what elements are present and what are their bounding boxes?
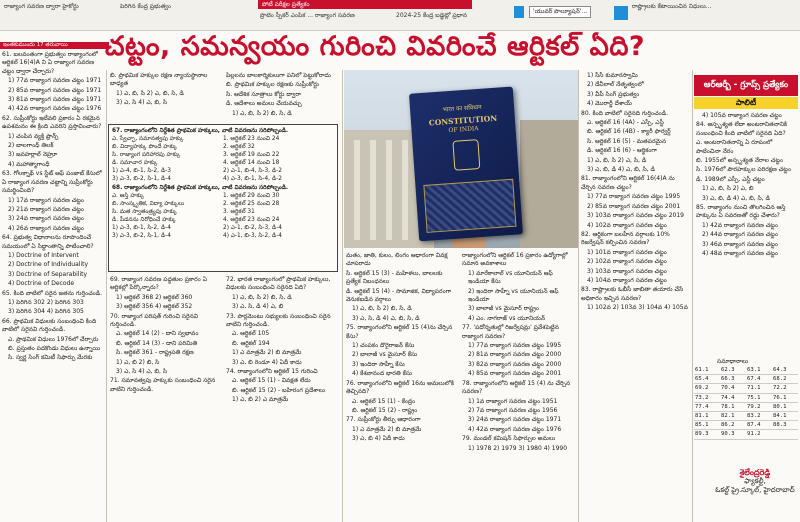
option-line: డి. ఆర్టికల్ 16 (6) - ఆర్థికంగా xyxy=(587,147,657,155)
option-line: 2) బాలగాంధ్ తిలక్ xyxy=(8,142,54,150)
text-line: సి. ఆదేశిక సూత్రాలు కోర్టు ద్వారా xyxy=(226,90,301,98)
option-line: 2) 85వ రాజ్యాంగ సవరణ చట్టం 1971 xyxy=(8,86,102,94)
option-line: 4) ఎం. నాగరాజ్ vs యూనియన్ xyxy=(468,314,546,322)
question-line: 64. ప్రభుత్వ విధానాలను రూపొందించే సమయంలో ఏ సిద్ధాంతాన్ని పాటించాలి? xyxy=(2,234,94,250)
author-role: ఫ్యాకల్టీ, xyxy=(744,477,766,485)
option-line: 2) 44వ రాజ్యాంగ సవరణ చట్టం xyxy=(702,231,778,239)
top-fragment: రాష్ట్రాలకు కేటాయించిన నిధులు... xyxy=(632,3,712,10)
option-line: 1) 77వ రాజ్యాంగ సవరణ చట్టం 1995 xyxy=(587,193,681,201)
option-line: 4) 104వ రాజ్యాంగ సవరణ చట్టం xyxy=(587,276,667,284)
option-line: 1) మారేకాలాల్ vs యూనియన్ ఆఫ్ ఇండియా కేసు xyxy=(468,269,553,286)
question-line: 67. రాజ్యాంగంలోని నిర్దేశిత ప్రాథమిక హక్కులు, వాటి వివరణను సరిపోల్చండి. xyxy=(112,128,289,134)
option-line: 2) ఎ-1, బి-2, సి-3, డి-4 xyxy=(223,225,282,231)
match-list-b xyxy=(223,192,334,224)
answer-key-cell: 89.3 xyxy=(694,430,720,439)
answer-key-cell: 61.1 xyxy=(694,366,720,375)
option-line: 4) ఎ-3, బి-1, సి-4, డి-2 xyxy=(223,176,282,182)
option-line: 3) ఎ, సి 4) ఎ, బి, సి xyxy=(116,368,168,376)
question-line: 69. రాజ్యాంగ సవరణ పద్ధతుల ప్రకారం ఏ ఆర్టికల్లో పేర్కొన్నారు? xyxy=(110,276,207,292)
option-line: ఎ. ప్రాథమిక విధులు 1976లో చేర్చారు xyxy=(8,335,99,343)
match-item: ఎ. ఆస్తి హక్కు xyxy=(112,193,145,199)
option-line: 1) ఎ, బి, సి 2) బి, సి, డి xyxy=(232,109,292,117)
option-line: 2) దేవీలాల్ నేతృత్వంలో xyxy=(587,81,644,89)
top-fragment: పెరిగిన కేంద్ర ప్రభుత్వం xyxy=(120,3,171,10)
match-item: 1. ఆర్టికల్ 29 నుంచి 30 xyxy=(223,193,280,199)
option-line: 1) ఎ, బి 2) బి, సి xyxy=(116,358,160,366)
column-2-bottom xyxy=(110,276,222,521)
text-line: బి. ప్రాథమిక హక్కుల రక్షణకు సుప్రీంకోర్టు xyxy=(226,81,319,89)
answer-key-row xyxy=(694,411,798,420)
answer-key-cell: 64.3 xyxy=(772,366,798,375)
constitution-book-illustration: भारत का संविधान CONSTITUTION OF INDIA xyxy=(409,87,523,242)
author-org: ఓకల్ట్ ప్రై.స్కూల్, హైదరాబాద్ xyxy=(715,486,795,494)
column-divider xyxy=(106,70,107,522)
option-line: 1) 17వ రాజ్యాంగ సవరణ చట్టం xyxy=(8,196,84,204)
top-fragment: ప్రొటెం స్పీకర్ ఎంపిక ... రాజ్యాంగ సవరణ xyxy=(260,12,355,19)
question-line: 70. రాజ్యాంగ పరిషత్ గురించి సరైనవి గుర్తించండి. xyxy=(110,312,199,329)
option-line: 1) ఎ-4, బి-1, సి-2, డి-3 xyxy=(112,168,171,174)
question-line: 62. సుప్రీంకోర్టు ఇటీవలి ప్రకారం ఏ రకమైన ఉపశమనం ఈ క్రింది ఎవరిని ప్రస్తావించారు? xyxy=(2,114,102,131)
question-line: 83. రాష్ట్రాలకు ఓబీసీ జాబితా తయారు చేసే అధికారం ఇచ్చిన సవరణ? xyxy=(581,286,684,302)
answer-key-cell: 69.2 xyxy=(694,384,720,393)
option-line: 2) 102వ రాజ్యాంగ సవరణ చట్టం xyxy=(587,258,667,266)
option-line: బి. ఆర్టికల్ 16 (4B) - క్యారీ ఫార్వర్డ్ xyxy=(587,128,671,136)
column-7 xyxy=(696,112,798,354)
column-2-top xyxy=(110,72,222,122)
match-item: 4. ఆర్టికల్ 23 నుంచి 24 xyxy=(223,217,280,223)
option-line: సి. స్వర్ణ సింగ్ కమిటీ సిఫార్సు మేరకు xyxy=(8,354,93,362)
text-line: పిల్లలను బాలకార్మికులుగా పనిలో పెట్టుకోరాదు xyxy=(226,72,331,79)
option-line: సి. ఆర్టికల్ 361 - రాష్ట్రపతి రక్షణ xyxy=(116,349,194,357)
option-line: 3) 81వ రాజ్యాంగ సవరణ చట్టం 1971 xyxy=(8,96,102,104)
text-line: సి. ఆర్టికల్ 15 (3) - మహిళలు, బాలలకు ప్రత్యేక నిబంధనలు xyxy=(346,269,443,286)
answer-key-cell: 68.2 xyxy=(772,375,798,384)
answer-key-cell: 86.2 xyxy=(720,421,746,430)
answer-key-cell: 75.1 xyxy=(746,393,772,402)
answer-key-cell: 87.4 xyxy=(746,421,772,430)
match-item: 3. ఆర్టికల్ 31 xyxy=(223,209,255,215)
bullet-icon xyxy=(514,6,524,18)
answer-key-row xyxy=(694,375,798,384)
matching-question-box xyxy=(108,124,338,272)
question-line: 71. సమానత్వపు హక్కుకు సంబంధించి సరైన వాటిని గుర్తించండి. xyxy=(110,377,216,393)
option-line: 1) ఎ, బి, సి 2) బి, సి, డి xyxy=(232,293,292,301)
option-line: 1) ఎ, బి, సి 2) ఎ, సి, డి xyxy=(587,156,647,164)
option-line: 4) 26వ రాజ్యాంగ సవరణ చట్టం xyxy=(8,224,84,232)
option-line: 1) 77వ రాజ్యాంగ సవరణ చట్టం 1971 xyxy=(8,77,102,85)
column-divider xyxy=(692,70,693,522)
option-line: 3) ఆర్టికల్ 356 4) ఆర్టికల్ 352 xyxy=(116,303,193,311)
match-item: ఎ. స్వేచ్ఛా, సమానత్వపు హక్కు xyxy=(112,136,184,142)
section-ribbon: పోటీ పరీక్షల ప్రత్యేకం xyxy=(258,0,472,9)
option-line: 1) 1వ రాజ్యాంగ సవరణ చట్టం 1951 xyxy=(468,397,558,405)
option-line: 4) 42వ రాజ్యాంగ సవరణ చట్టం 1976 xyxy=(8,105,102,113)
answer-key-cell: 71.1 xyxy=(746,384,772,393)
answer-key-cell: 80.1 xyxy=(772,402,798,411)
option-line: 3) ఎ, బి, డి 4) ఎ, బి, సి, డి xyxy=(587,166,655,174)
answer-key-cell: 81.1 xyxy=(694,411,720,420)
text-line: డి. ఆర్టికల్ 15 (4) - సామాజిక, విద్యాపరంగా వెనుకబడిన వర్గాలు xyxy=(346,287,452,304)
answer-key-cell: 82.1 xyxy=(720,411,746,420)
option-line: 2) ఎ-1, బి-4, సి-3, డి-2 xyxy=(223,168,282,174)
answer-key-cell: 77.4 xyxy=(694,402,720,411)
question-line: 72. భారత రాజ్యాంగంలో ప్రాథమిక హక్కులు, విధులకు సంబంధించి సరైనది ఏది? xyxy=(226,276,331,292)
answer-key-cell: 66.3 xyxy=(720,375,746,384)
option-line: 4) ఎ-1, బి-3, సి-2, డి-4 xyxy=(223,233,282,239)
question-line: 63. గోలక్నాథ్ vs స్టేట్ ఆఫ్ పంజాబ్ కేసులో ఏ రాజ్యాంగ సవరణ చట్టాన్ని సుప్రీంకోర్టు సమర్థించింది? xyxy=(2,170,102,195)
option-line: 4) 42వ రాజ్యాంగ సవరణ చట్టం 1976 xyxy=(468,425,562,433)
answer-key-cell: 79.2 xyxy=(746,402,772,411)
answer-key-cell: 88.3 xyxy=(772,421,798,430)
option-line: 2) 7వ రాజ్యాంగ సవరణ చట్టం 1956 xyxy=(468,406,558,414)
question-line: 75. రాజ్యాంగంలోని ఆర్టికల్ 15 (4)ను చేర్చిన కేసు? xyxy=(346,324,453,340)
question-line: 82. ఆర్థికంగా బలహీన వర్గాలకు 10% రిజర్వేషన్ కల్పించిన సవరణ? xyxy=(581,230,670,247)
option-line: 1) 42వ రాజ్యాంగ సవరణ చట్టం xyxy=(702,221,778,229)
answer-options xyxy=(112,167,334,183)
option-line: 4) Doctrine of Decode xyxy=(8,280,75,288)
option-line: 3) 24వ రాజ్యాంగ సవరణ చట్టం 1971 xyxy=(468,416,562,424)
option-line: బి. ఆర్టికల్ 194 xyxy=(232,339,270,347)
answer-key-cell: 63.1 xyxy=(746,366,772,375)
option-line: బి. ఆర్టికల్ 15 (2) - రాష్ట్రం xyxy=(352,406,418,414)
column-divider xyxy=(342,70,343,522)
answer-key-row xyxy=(694,421,798,430)
top-fragment: 2024-25 కేంద్ర బడ్జెట్లో ప్రధాన xyxy=(396,12,467,19)
author-credit xyxy=(712,468,798,495)
answer-key-table xyxy=(694,366,798,440)
question-line: 79. మండల్ కమిషన్ సిఫార్సుల అమలు xyxy=(462,435,556,443)
match-item: సి. మత స్వాతంత్ర్యపు హక్కు xyxy=(112,209,178,215)
option-line: ఎ. ఆర్టికల్ 105 xyxy=(232,330,270,338)
answer-key-cell xyxy=(772,430,798,439)
text-line: రాజ్యాంగంలోని ఆర్టికల్ 16 ప్రకారం ఉద్యోగాల్లో సమాన అవకాశాలు xyxy=(462,252,568,268)
option-line: ఎ. ఆర్టికల్ 14 (2) - దాని స్వభావం xyxy=(116,330,199,338)
answer-key-row xyxy=(694,430,798,439)
answer-key-cell: 67.4 xyxy=(746,375,772,384)
answer-key-cell: 84.1 xyxy=(772,411,798,420)
option-line: 1) ఎ-3, బి-1, సి-2, డి-4 xyxy=(112,225,171,231)
match-list-a xyxy=(112,192,223,224)
option-line: బి. ఆర్టికల్ 14 (3) - దాని పరిమితి xyxy=(116,339,198,347)
match-item: 1. ఆర్టికల్ 23 నుంచి 24 xyxy=(223,136,280,142)
answer-key-cell: 73.2 xyxy=(694,393,720,402)
subject-label: పాలిటీ xyxy=(694,97,798,109)
question-line: 78. రాజ్యాంగంలోని ఆర్టికల్ 15 (4) ను చేర్చిన సవరణ? xyxy=(462,379,571,396)
question-line: 65. కింది వాటిలో సరైన జతను గుర్తించండి. xyxy=(2,289,103,297)
option-line: 1) చంపిన వ్యక్తి ఫ్రాన్స్ xyxy=(8,132,59,140)
option-line: 3) ఎ, సి 4) ఎ, బి, సి xyxy=(116,99,168,107)
option-line: సి. ఆర్టికల్ 16 (5) - మతపరమైన xyxy=(587,137,667,145)
top-strip xyxy=(0,0,800,31)
option-line: 1) పెరిగిన 302 2) పెరిగిన 303 xyxy=(8,298,84,306)
option-line: 1) ఎ మాత్రమే 2) బి మాత్రమే xyxy=(352,425,422,433)
option-line: 1) సీసీ కుమారస్వామి xyxy=(587,72,638,79)
answer-key-cell: 91.2 xyxy=(746,430,772,439)
answer-key-cell: 85.1 xyxy=(694,421,720,430)
option-line: 1) 102వ 2) 103వ 3) 104వ 4) 105వ xyxy=(587,304,688,312)
option-line: 3) జవహర్లాల్ నెహ్రూ xyxy=(8,151,58,159)
option-line: ఎ. ఆర్టికల్ 16 (4A) - ఎస్సీ, ఎస్టీ xyxy=(587,119,664,127)
match-item: బి. సాంస్కృతిక, విద్యా హక్కులు xyxy=(112,201,185,207)
option-line: 1) ఎ, బి, సి 2) బి, సి, డి xyxy=(352,305,412,313)
answer-key-row xyxy=(694,393,798,402)
option-line: 1) 1978 2) 1979 3) 1980 4) 1990 xyxy=(468,444,568,452)
question-line: 85. రాజ్యాంగం నుంచి తొలగించిన ఆస్తి హక్కును ఏ సవరణతో రద్దు చేశారు? xyxy=(696,204,786,220)
option-line: 1) ఎ, బి, సి 2) ఎ, బి, సి, డి xyxy=(116,89,184,97)
option-line: 3) వీపీ సింగ్ ప్రభుత్వం xyxy=(587,90,640,98)
option-line: 3) ఎ-3, బి-2, సి-1, డి-4 xyxy=(112,233,171,239)
question-line: 76. రాజ్యాంగంలోని ఆర్టికల్ 16ను అమలులోకి తెచ్చినది? xyxy=(346,379,454,396)
option-line: 2) 85వ రాజ్యాంగ సవరణ చట్టం 2001 xyxy=(587,202,681,210)
question-line: 80. కింది వాటిలో సరైనది గుర్తించండి. xyxy=(581,109,669,117)
match-list-a xyxy=(112,135,223,167)
question-line: 68. రాజ్యాంగంలోని నిర్దేశిత ప్రాథమిక హక్కులు, వాటి వివరణను సరిపోల్చండి. xyxy=(112,185,289,191)
match-item: 2. ఆర్టికల్ 32 xyxy=(223,144,255,150)
column-3-bottom xyxy=(226,276,340,521)
column-4 xyxy=(346,252,458,522)
question-line: 66. ప్రాథమిక విధులకు సంబంధించి కింది వాటిలో సరైనవి గుర్తించండి. xyxy=(2,317,97,334)
option-line: 3) 46వ రాజ్యాంగ సవరణ చట్టం xyxy=(702,240,778,248)
match-item: డి. సమాచార హక్కు xyxy=(112,160,158,166)
option-line: 4) కేశవానంద భారతి కేసు xyxy=(352,370,413,378)
option-line: 1) ఎ, బి 2) ఎ మాత్రమే xyxy=(232,396,289,404)
answer-key-cell: 72.2 xyxy=(772,384,798,393)
option-line: 1) ఎ, బి, సి 2) ఎ, బి xyxy=(702,185,754,193)
building-illustration xyxy=(520,120,578,248)
text-line: ఎ. అంటరానితనాన్ని ఏ రూపంలో పాటించినా నేరం xyxy=(696,139,773,155)
match-item: 3. ఆర్టికల్ 19 నుంచి 22 xyxy=(223,152,280,158)
option-line: 3) ఎ, సి, డి 4) ఎ, బి, సి, డి xyxy=(352,314,420,322)
option-line: 2) Doctrine of Individuality xyxy=(8,261,89,269)
page-headline: చట్టం, సమన్వయం గురించి వివరించే ఆర్టికల్ ఏది? xyxy=(104,31,646,62)
option-line: 4) మహాత్మాగాంధీ xyxy=(8,160,50,168)
column-5 xyxy=(462,252,574,522)
text-line: డి. ఆదేశాలు అమలు చేయవచ్చు xyxy=(226,100,302,108)
match-item: 2. ఆర్టికల్ 25 నుంచి 28 xyxy=(223,201,280,207)
answer-key-cell: 65.4 xyxy=(694,375,720,384)
answer-key-cell: 90.3 xyxy=(720,430,746,439)
answer-key-row xyxy=(694,366,798,375)
top-fragment: రాజ్యాంగ సవరణ ద్వారా హైకోర్టు xyxy=(4,3,79,10)
option-line: 3) 103వ రాజ్యాంగ సవరణ చట్టం xyxy=(587,267,667,275)
option-line: 1) ఎ మాత్రమే 2) బి మాత్రమే xyxy=(232,349,302,357)
option-line: 4) మొరార్జీ దేశాయ్ xyxy=(587,100,632,108)
option-line: 4) 85వ రాజ్యాంగ సవరణ చట్టం 2001 xyxy=(468,370,562,378)
author-name: శైలేంద్రరెడ్డి xyxy=(739,468,771,477)
constitution-photo xyxy=(344,70,578,248)
option-line: 3) Doctrine of Separability xyxy=(8,270,88,278)
option-line: ఎ. ఆర్టికల్ 15 (1) - వివక్షత లేదు xyxy=(232,377,311,385)
section-header: ఆర్ఆర్బీ - గ్రూప్స్ ప్రత్యేకం xyxy=(694,75,798,96)
answer-key-cell: 78.1 xyxy=(720,402,746,411)
option-line: 1) Doctrine of Intervent xyxy=(8,251,79,259)
answer-key-row xyxy=(694,384,798,393)
option-line: 3) ఎ, బి, డి 4) ఎ, బి, సి, డి xyxy=(702,194,770,202)
question-line: 77. సుప్రీంకోర్టు తీర్పు ఆధారంగా xyxy=(346,416,421,424)
text-line: బి. ప్రాథమిక హక్కుల రక్షణ న్యాయస్థానాల బాధ్యత xyxy=(110,72,208,88)
match-item: సి. రాజ్యాంగ పరిహారపు హక్కు xyxy=(112,152,181,158)
answer-key-cell: 83.2 xyxy=(746,411,772,420)
option-line: బి. ప్రస్తుతం పదకొండు విధులు ఉన్నాయి xyxy=(8,345,101,352)
option-line: బి. ఆర్టికల్ 15 (2) - బహిరంగ ప్రదేశాలు xyxy=(232,386,325,394)
question-line: 73. పార్లమెంటు సభ్యులకు సంబంధించి సరైన వాటిని గుర్తించండి. xyxy=(226,312,331,329)
option-line: 3) ఎ, బి 4) ఏదీ కాదు xyxy=(352,435,405,443)
option-line: ఎ. ఆర్టికల్ 15 (1) - కేంద్రం xyxy=(352,397,416,405)
answer-key-cell: 70.4 xyxy=(720,384,746,393)
answer-key-title: సమాధానాలు xyxy=(717,358,749,365)
question-line: 81. రాజ్యాంగంలోని ఆర్టికల్ 16(4)A ను చేర్చిన సవరణ చట్టం? xyxy=(581,175,675,191)
column-3-top xyxy=(226,72,340,122)
option-line: 1) 77వ రాజ్యాంగ సవరణ చట్టం 1995 xyxy=(468,342,562,350)
question-line: 74. రాజ్యాంగంలోని ఆర్టికల్ 15 గురించి xyxy=(226,368,318,376)
answer-key-cell: 74.4 xyxy=(720,393,746,402)
match-list-b xyxy=(223,135,334,167)
text-line: డి. 1989లో ఎస్సీ, ఎస్టీ చట్టం xyxy=(696,175,765,183)
national-emblem-icon xyxy=(452,139,480,171)
option-line: 1) ఆర్టికల్ 368 2) ఆర్టికల్ 360 xyxy=(116,293,193,301)
option-line: 1) 101వ రాజ్యాంగ సవరణ చట్టం xyxy=(587,248,667,256)
quote-tag: 'యువర్ పొల్యూషన్'... xyxy=(529,6,591,18)
text-line: బి. 1955లో అస్పృశ్యత నేరాల చట్టం xyxy=(696,157,784,165)
option-line: 3) ఎ-3, బి-2, సి-1, డి-4 xyxy=(112,176,171,182)
text-line: సి. 1976లో పౌరహక్కుల పరిరక్షణ చట్టం xyxy=(696,166,791,174)
column-1 xyxy=(2,51,104,521)
match-item: డి. పీడనను నిరోధించే హక్కు xyxy=(112,217,176,223)
option-line: 3) ఇందిరా సాహ్నీ కేసు xyxy=(352,360,405,368)
option-line: 3) ఎ, బి రెండూ 4) ఏదీ కాదు xyxy=(232,358,302,366)
question-line: 84. అస్పృశ్యత లేదా అంటరానితనానికి సంబంధించి కింది వాటిలో సరైనది ఏది? xyxy=(696,121,788,137)
column-divider xyxy=(578,70,579,522)
answer-key-cell: 62.3 xyxy=(720,366,746,375)
text-line: మతం, జాతి, కులం, లింగం ఆధారంగా వివక్ష చూపరాదు xyxy=(346,252,448,268)
continuation-band: ఇంతకుముందు 17 తరువాయి xyxy=(0,42,109,49)
option-line: 2) 81వ రాజ్యాంగ సవరణ చట్టం 2000 xyxy=(468,351,562,359)
option-line: 2) 21వ రాజ్యాంగ సవరణ చట్టం xyxy=(8,205,84,213)
option-line: 3) ఎ, సి, డి 4) ఎ, బి xyxy=(232,303,284,311)
option-line: 3) 103వ రాజ్యాంగ సవరణ చట్టం 2019 xyxy=(587,212,684,220)
match-item: బి. విద్యాహక్కు పొందే హక్కు xyxy=(112,144,178,150)
option-line: 3) బాలాజీ vs మైసూర్ రాష్ట్రం xyxy=(468,305,539,313)
question-line: 77. 'పదోన్నతుల్లో రిజర్వేషన్లు' ప్రవేశపెట్టిన రాజ్యాంగ సవరణ? xyxy=(462,324,559,340)
option-line: 1) చంపకం దొరైరాజన్ కేసు xyxy=(352,342,415,350)
option-line: 2) ఇందిరా సాహ్నీ vs యూనియన్ ఆఫ్ ఇండియా xyxy=(468,287,559,304)
option-line: 2) బాలాజీ vs మైసూర్ కేసు xyxy=(352,351,418,359)
option-line: 3) పెరిగిన 304 4) పెరిగిన 305 xyxy=(8,308,84,316)
option-line: 4) 105వ రాజ్యాంగ సవరణ చట్టం xyxy=(702,112,782,119)
answer-key-row xyxy=(694,402,798,411)
option-line: 3) 82వ రాజ్యాంగ సవరణ చట్టం 2000 xyxy=(468,360,562,368)
answer-options xyxy=(112,224,334,240)
match-item: 4. ఆర్టికల్ 14 నుంచి 18 xyxy=(223,160,280,166)
column-6 xyxy=(581,72,691,522)
option-line: 3) 24వ రాజ్యాంగ సవరణ చట్టం xyxy=(8,215,84,223)
option-line: 4) 102వ రాజ్యాంగ సవరణ చట్టం xyxy=(587,221,667,229)
answer-key-cell: 76.1 xyxy=(772,393,798,402)
question-line: 61. బలవంతంగా ప్రభుత్వం రాజ్యాంగంలో ఆర్టికల్ 16(4)A ని ఏ రాజ్యాంగ సవరణ చట్టం ద్వారా చేర్చారు? xyxy=(2,51,98,75)
bullet-icon xyxy=(614,6,628,20)
option-line: 4) 48వ రాజ్యాంగ సవరణ చట్టం xyxy=(702,250,778,258)
